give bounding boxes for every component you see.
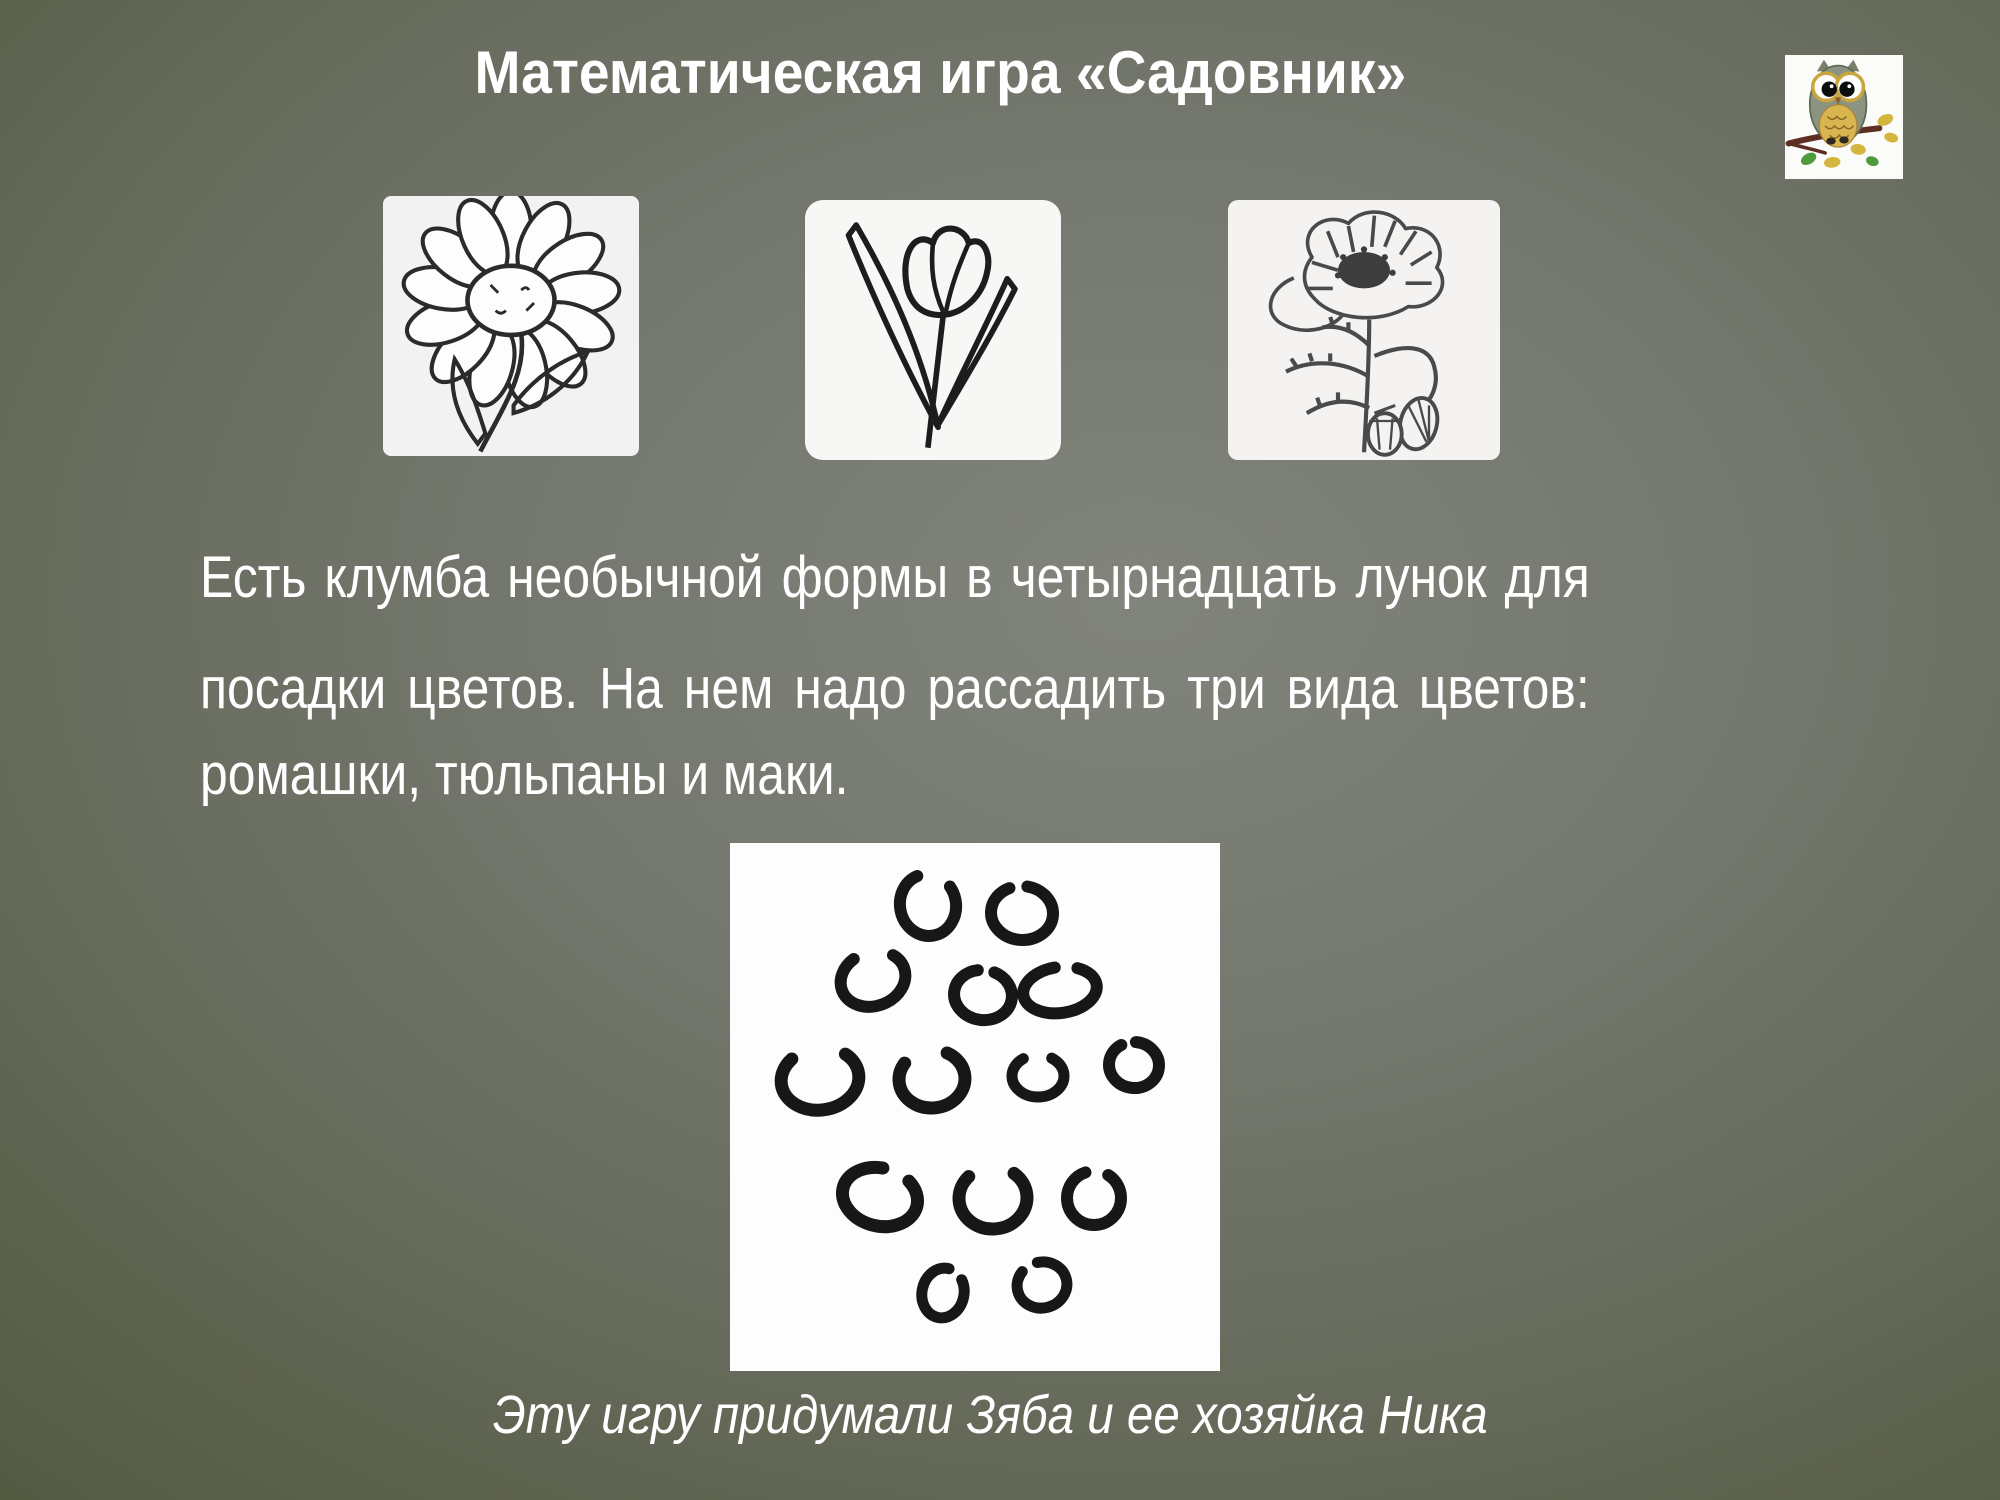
flower-bed-hole bbox=[1067, 1171, 1121, 1225]
flower-bed-hole bbox=[1012, 1257, 1072, 1314]
flower-bed-hole bbox=[833, 942, 913, 1015]
poppy-drawing-icon bbox=[1228, 200, 1500, 460]
page-title-text: Математическая игра «Садовник» bbox=[474, 39, 1406, 106]
flower-bed-hole bbox=[895, 870, 961, 941]
tulip-drawing-icon bbox=[805, 200, 1061, 460]
owl-on-branch-icon bbox=[1785, 55, 1903, 173]
caption bbox=[0, 1384, 1980, 1446]
flower-bed-image bbox=[730, 843, 1220, 1371]
flower-bed-hole bbox=[897, 1048, 967, 1110]
flower-bed-hole bbox=[917, 1264, 968, 1322]
flower-bed-hole bbox=[957, 1165, 1029, 1232]
daisy-image bbox=[383, 196, 639, 456]
daisy-drawing-icon bbox=[383, 196, 639, 456]
owl-logo bbox=[1785, 55, 1903, 179]
task-text bbox=[200, 545, 1590, 807]
flower-bed-hole bbox=[1107, 1040, 1162, 1091]
tulip-image bbox=[805, 200, 1061, 460]
task-text-line-2: посадки цветов. На нем надо рассадить три вида цветов: bbox=[200, 655, 1590, 721]
flower-bed-hole bbox=[777, 1043, 863, 1115]
caption-text: Эту игру придумали Зяба и ее хозяйка Ника bbox=[492, 1385, 1488, 1445]
flower-bed-hole bbox=[1012, 1055, 1064, 1097]
flower-bed-hole bbox=[1020, 962, 1100, 1018]
flower-bed-hole bbox=[989, 884, 1055, 942]
task-text-line-3: ромашки, тюльпаны и маки. bbox=[200, 741, 849, 807]
flower-bed-hole bbox=[836, 1160, 924, 1235]
flower-bed-svg bbox=[730, 843, 1220, 1371]
poppy-image bbox=[1228, 200, 1500, 460]
flower-bed-hole bbox=[951, 966, 1015, 1024]
page-title bbox=[0, 40, 1880, 106]
task-text-line-1: Есть клумба необычной формы в четырнадцать лунок для bbox=[200, 545, 1590, 610]
